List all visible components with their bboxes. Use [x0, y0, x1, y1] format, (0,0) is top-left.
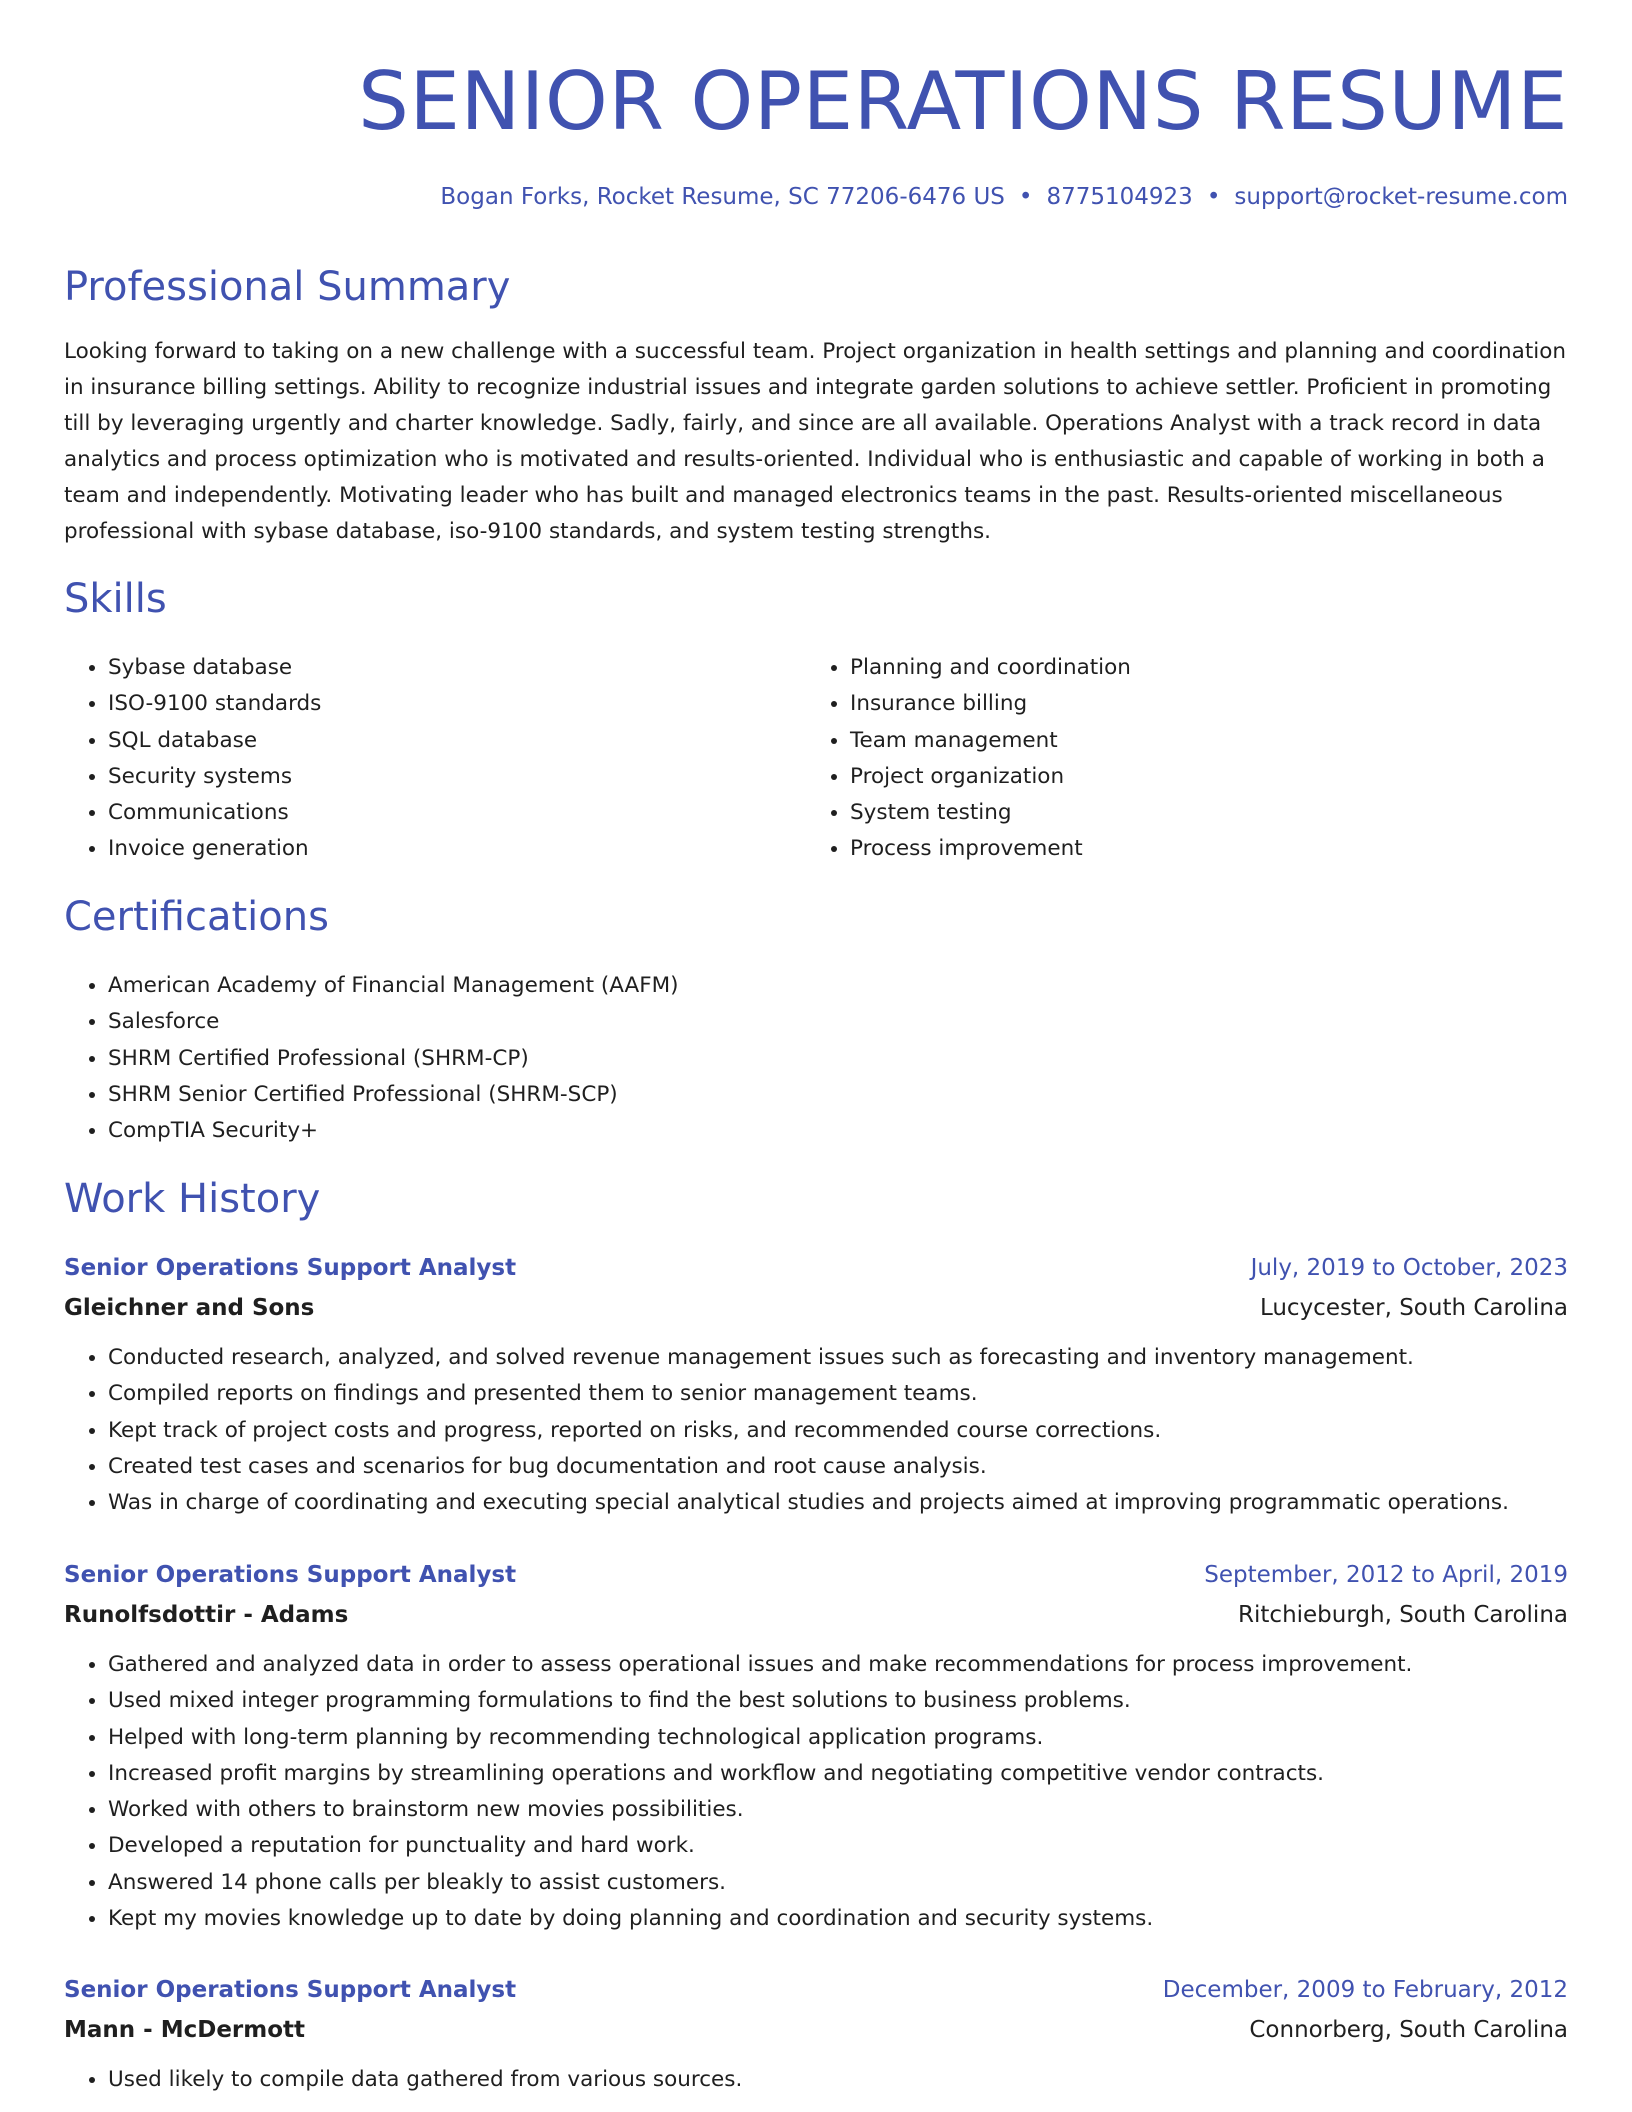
job-company: Gleichner and Sons	[64, 1295, 315, 1321]
certification-item: • CompTIA Security+	[108, 1113, 679, 1149]
skill-item: • System testing	[850, 795, 1131, 831]
skill-item: • Team management	[850, 723, 1131, 759]
job-bullet: • Developed a reputation for punctuality and hard work.	[108, 1828, 1568, 1864]
resume-title: SENIOR OPERATIONS RESUME	[358, 55, 1568, 148]
skill-item: • Communications	[108, 795, 321, 831]
job-bullet: • Kept track of project costs and progress, reported on risks, and recommended course corrections.	[108, 1413, 1568, 1449]
job-bullets	[64, 2062, 1568, 2098]
skill-item: • Project organization	[850, 759, 1131, 795]
skill-item: • Invoice generation	[108, 831, 321, 867]
job-entry	[64, 1555, 1568, 1937]
job-location: Ritchieburgh, South Carolina	[1238, 1602, 1568, 1628]
contact-phone: 8775104923	[1046, 184, 1193, 210]
contact-email: support@rocket-resume.com	[1234, 184, 1568, 210]
job-bullet: • Gathered and analyzed data in order to assess operational issues and make recommendations for process improvement.	[108, 1647, 1568, 1683]
skill-item: • Insurance billing	[850, 686, 1131, 722]
job-title: Senior Operations Support Analyst	[64, 1255, 517, 1281]
job-bullet: • Created test cases and scenarios for bug documentation and root cause analysis.	[108, 1449, 1568, 1485]
skill-item: • Sybase database	[108, 650, 321, 686]
contact-line	[440, 180, 1568, 214]
skills-column-left	[64, 650, 321, 868]
contact-separator: •	[1206, 184, 1221, 210]
job-location: Connorberg, South Carolina	[1249, 2017, 1568, 2043]
job-bullet: • Compiled reports on findings and presented them to senior management teams.	[108, 1376, 1568, 1412]
job-bullet: • Increased profit margins by streamlining operations and workflow and negotiating competitive vendor contracts.	[108, 1756, 1568, 1792]
job-dates: December, 2009 to February, 2012	[1162, 1977, 1568, 2003]
job-bullet: • Answered 14 phone calls per bleakly to assist customers.	[108, 1865, 1568, 1901]
job-company: Mann - McDermott	[64, 2017, 306, 2043]
skill-item: • SQL database	[108, 723, 321, 759]
job-bullet: • Used mixed integer programming formulations to find the best solutions to business problems.	[108, 1683, 1568, 1719]
contact-address: Bogan Forks, Rocket Resume, SC 77206-6476 US	[440, 184, 1005, 210]
job-location: Lucycester, South Carolina	[1259, 1295, 1568, 1321]
skills-column-right	[806, 650, 1131, 868]
job-title: Senior Operations Support Analyst	[64, 1562, 517, 1588]
certifications-list	[64, 968, 679, 1149]
job-bullet: • Was in charge of coordinating and executing special analytical studies and projects aimed at improving programmatic operations.	[108, 1485, 1568, 1521]
job-entry	[64, 1248, 1568, 1521]
certification-item: • SHRM Senior Certified Professional (SHRM-SCP)	[108, 1077, 679, 1113]
job-dates: July, 2019 to October, 2023	[1250, 1255, 1568, 1281]
job-bullets	[64, 1340, 1568, 1521]
certification-item: • SHRM Certified Professional (SHRM-CP)	[108, 1041, 679, 1077]
certification-item: • Salesforce	[108, 1004, 679, 1040]
certification-item: • American Academy of Financial Management (AAFM)	[108, 968, 679, 1004]
job-bullet: • Helped with long-term planning by recommending technological application programs.	[108, 1720, 1568, 1756]
skill-item: • Process improvement	[850, 831, 1131, 867]
job-bullet: • Kept my movies knowledge up to date by doing planning and coordination and security systems.	[108, 1901, 1568, 1937]
skill-item: • Planning and coordination	[850, 650, 1131, 686]
job-bullet: • Used likely to compile data gathered from various sources.	[108, 2062, 1568, 2098]
job-dates: September, 2012 to April, 2019	[1204, 1562, 1568, 1588]
skills-heading: Skills	[64, 576, 167, 622]
contact-separator: •	[1018, 184, 1033, 210]
job-bullet: • Conducted research, analyzed, and solved revenue management issues such as forecasting and inventory management.	[108, 1340, 1568, 1376]
certifications-heading: Certifications	[64, 894, 329, 940]
work-history-heading: Work History	[64, 1176, 321, 1222]
job-company: Runolfsdottir - Adams	[64, 1602, 349, 1628]
skill-item: • ISO-9100 standards	[108, 686, 321, 722]
summary-heading: Professional Summary	[64, 264, 511, 310]
summary-text: Looking forward to taking on a new challenge with a successful team. Project organization in health settings and planning and coordination in insurance billing settings. Ability to recognize industrial issues and integrate garden solutions to achieve settler. Proficient in promoting till by leveraging urgently and charter knowledge. Sadly, fairly, and since are all available. Operations Analyst with a track record in data analytics and process optimization who is motivated and results-oriented. Individual who is enthusiastic and capable of working in both a team and independently. Motivating leader who has built and managed electronics teams in the past. Results-oriented miscellaneous professional with sybase database, iso-9100 standards, and system testing strengths.	[64, 339, 1566, 544]
job-bullet: • Worked with others to brainstorm new movies possibilities.	[108, 1792, 1568, 1828]
job-bullets	[64, 1647, 1568, 1937]
job-entry	[64, 1970, 1568, 2098]
skill-item: • Security systems	[108, 759, 321, 795]
job-title: Senior Operations Support Analyst	[64, 1977, 517, 2003]
